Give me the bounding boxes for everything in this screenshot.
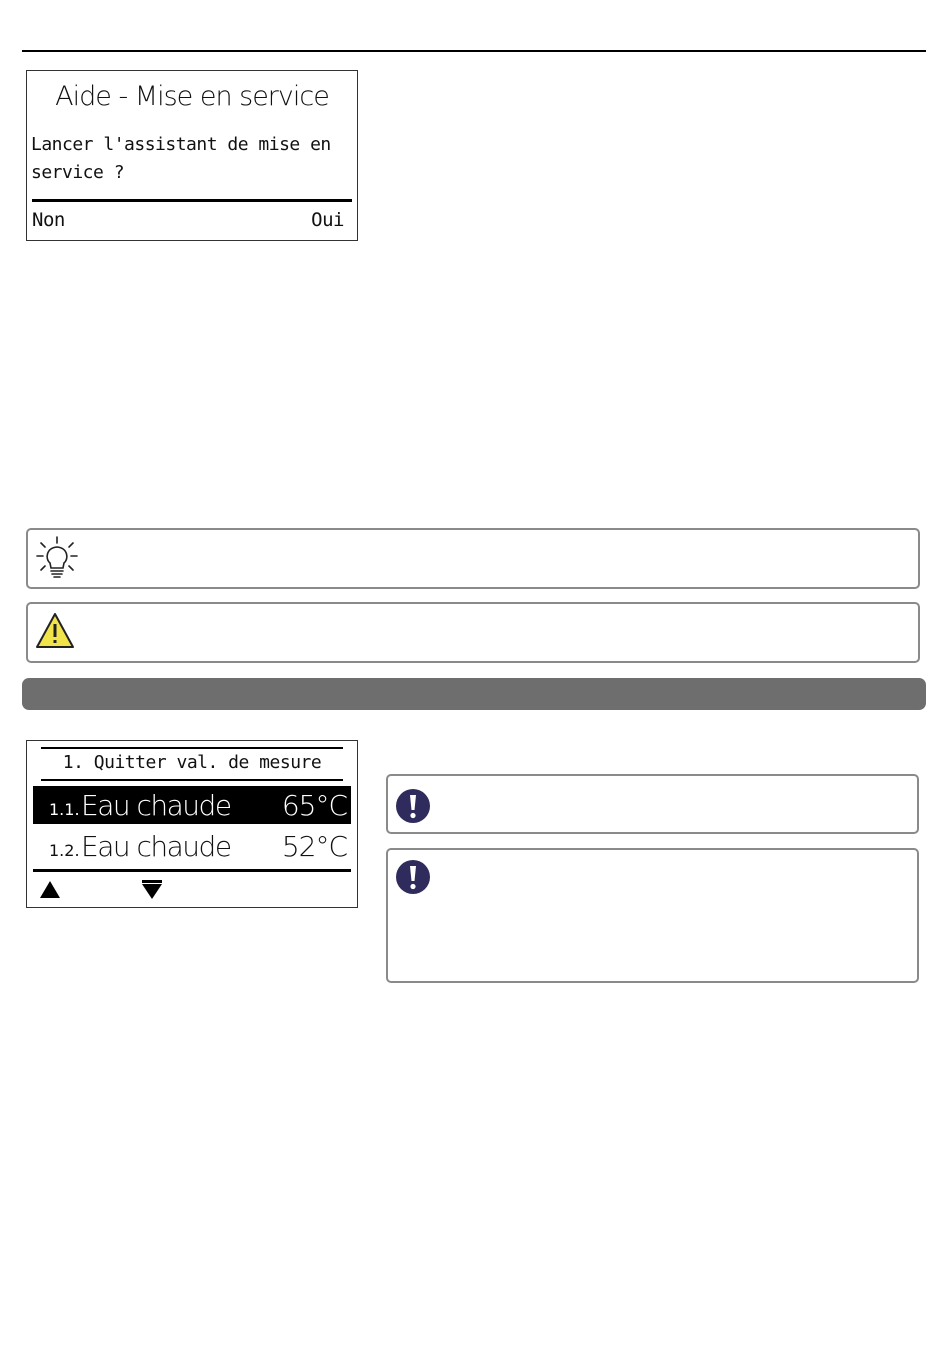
- yes-softkey[interactable]: Oui: [311, 209, 344, 231]
- arrow-down-icon[interactable]: [139, 877, 165, 901]
- tip-box: [26, 528, 920, 589]
- header-top-rule: [41, 747, 343, 749]
- commissioning-help-screen: [26, 70, 358, 241]
- header-bottom-rule: [41, 779, 343, 781]
- row-value: 65°C: [281, 789, 347, 822]
- top-rule: [22, 50, 926, 52]
- row-label: Eau chaude: [81, 789, 231, 822]
- screen-message: [31, 131, 353, 187]
- note-box: [386, 848, 919, 983]
- row-number: 1.1.: [49, 800, 80, 819]
- no-softkey[interactable]: Non: [32, 209, 65, 231]
- measurement-row[interactable]: [33, 827, 351, 865]
- screen-divider: [33, 869, 351, 872]
- note-box: [386, 774, 919, 834]
- warning-box: [26, 602, 920, 663]
- exclamation-icon: [395, 859, 431, 895]
- exclamation-icon: [395, 788, 431, 824]
- row-label: Eau chaude: [81, 830, 231, 863]
- row-number: 1.2.: [49, 841, 80, 860]
- screen-title: Aide - Mise en service: [55, 81, 329, 112]
- section-bar: [22, 678, 926, 710]
- measurement-row-selected[interactable]: [33, 786, 351, 824]
- lightbulb-icon: [35, 535, 79, 581]
- message-line-2: service ?: [31, 162, 125, 183]
- screen-divider: [32, 199, 352, 202]
- row-value: 52°C: [281, 830, 347, 863]
- measured-values-screen: [26, 740, 358, 908]
- screen-header: 1. Quitter val. de mesure: [62, 752, 322, 773]
- message-line-1: Lancer l'assistant de mise en: [31, 134, 331, 155]
- warning-triangle-icon: [34, 611, 76, 651]
- arrow-up-icon[interactable]: [37, 877, 63, 901]
